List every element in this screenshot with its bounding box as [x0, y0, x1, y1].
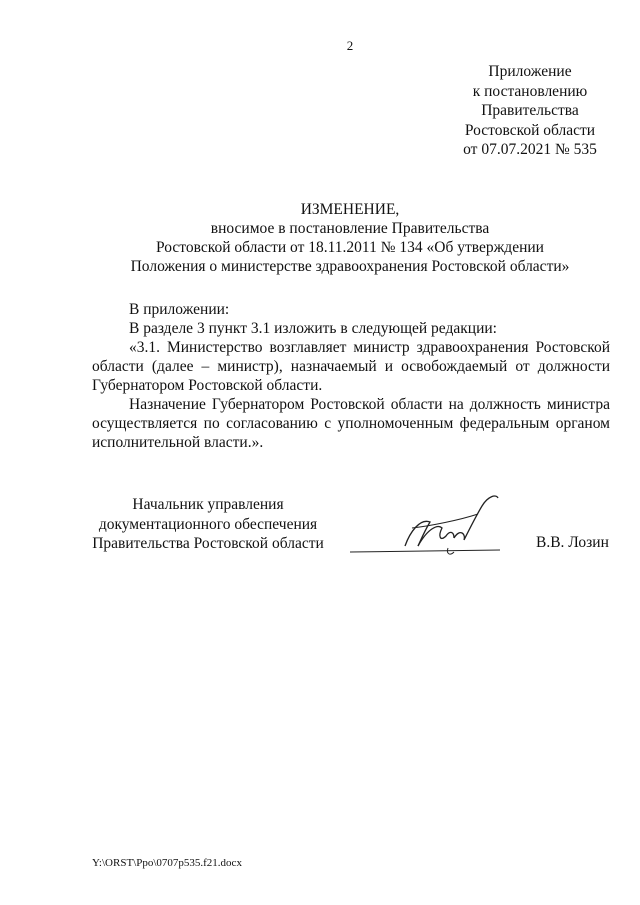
- title-line: Положения о министерстве здравоохранения Ростовской области»: [130, 258, 570, 275]
- position-line: Правительства Ростовской области: [92, 535, 324, 552]
- position-line: документационного обеспечения: [98, 515, 318, 533]
- signatory-position: [88, 495, 328, 554]
- body-paragraph: В приложении:: [129, 301, 230, 318]
- body-paragraph: В разделе 3 пункт 3.1 изложить в следующей редакции:: [129, 320, 497, 337]
- position-line: Начальник управления: [132, 496, 284, 513]
- appendix-header: [440, 62, 620, 160]
- document-title: [60, 200, 640, 276]
- title-line: Ростовской области от 18.11.2011 № 134 «Об утверждении: [156, 239, 544, 256]
- appendix-line: Ростовской области: [464, 121, 596, 139]
- document-body: [92, 300, 610, 452]
- signatory-name: В.В. Лозин: [536, 534, 609, 551]
- page-number: 2: [346, 38, 354, 53]
- appendix-line: Правительства: [481, 102, 579, 119]
- body-paragraph: Назначение Губернатором Ростовской области на должность министра осуществляется по согласованию с уполномоченным федеральным органом исполнительной власти.».: [92, 396, 610, 451]
- appendix-line: к постановлению: [472, 82, 588, 100]
- file-path: Y:\ORST\Ppo\0707p535.f21.docx: [92, 857, 242, 869]
- handwritten-signature: [350, 488, 515, 560]
- appendix-line: Приложение: [488, 63, 572, 80]
- title-heading: ИЗМЕНЕНИЕ,: [300, 201, 400, 218]
- appendix-line: от 07.07.2021 № 535: [463, 141, 597, 158]
- title-line: вносимое в постановление Правительства: [210, 220, 490, 237]
- body-paragraph: «3.1. Министерство возглавляет министр здравоохранения Ростовской области (далее – министр), назначаемый и освобождаемый от должности Губернатором Ростовской области.: [92, 339, 610, 394]
